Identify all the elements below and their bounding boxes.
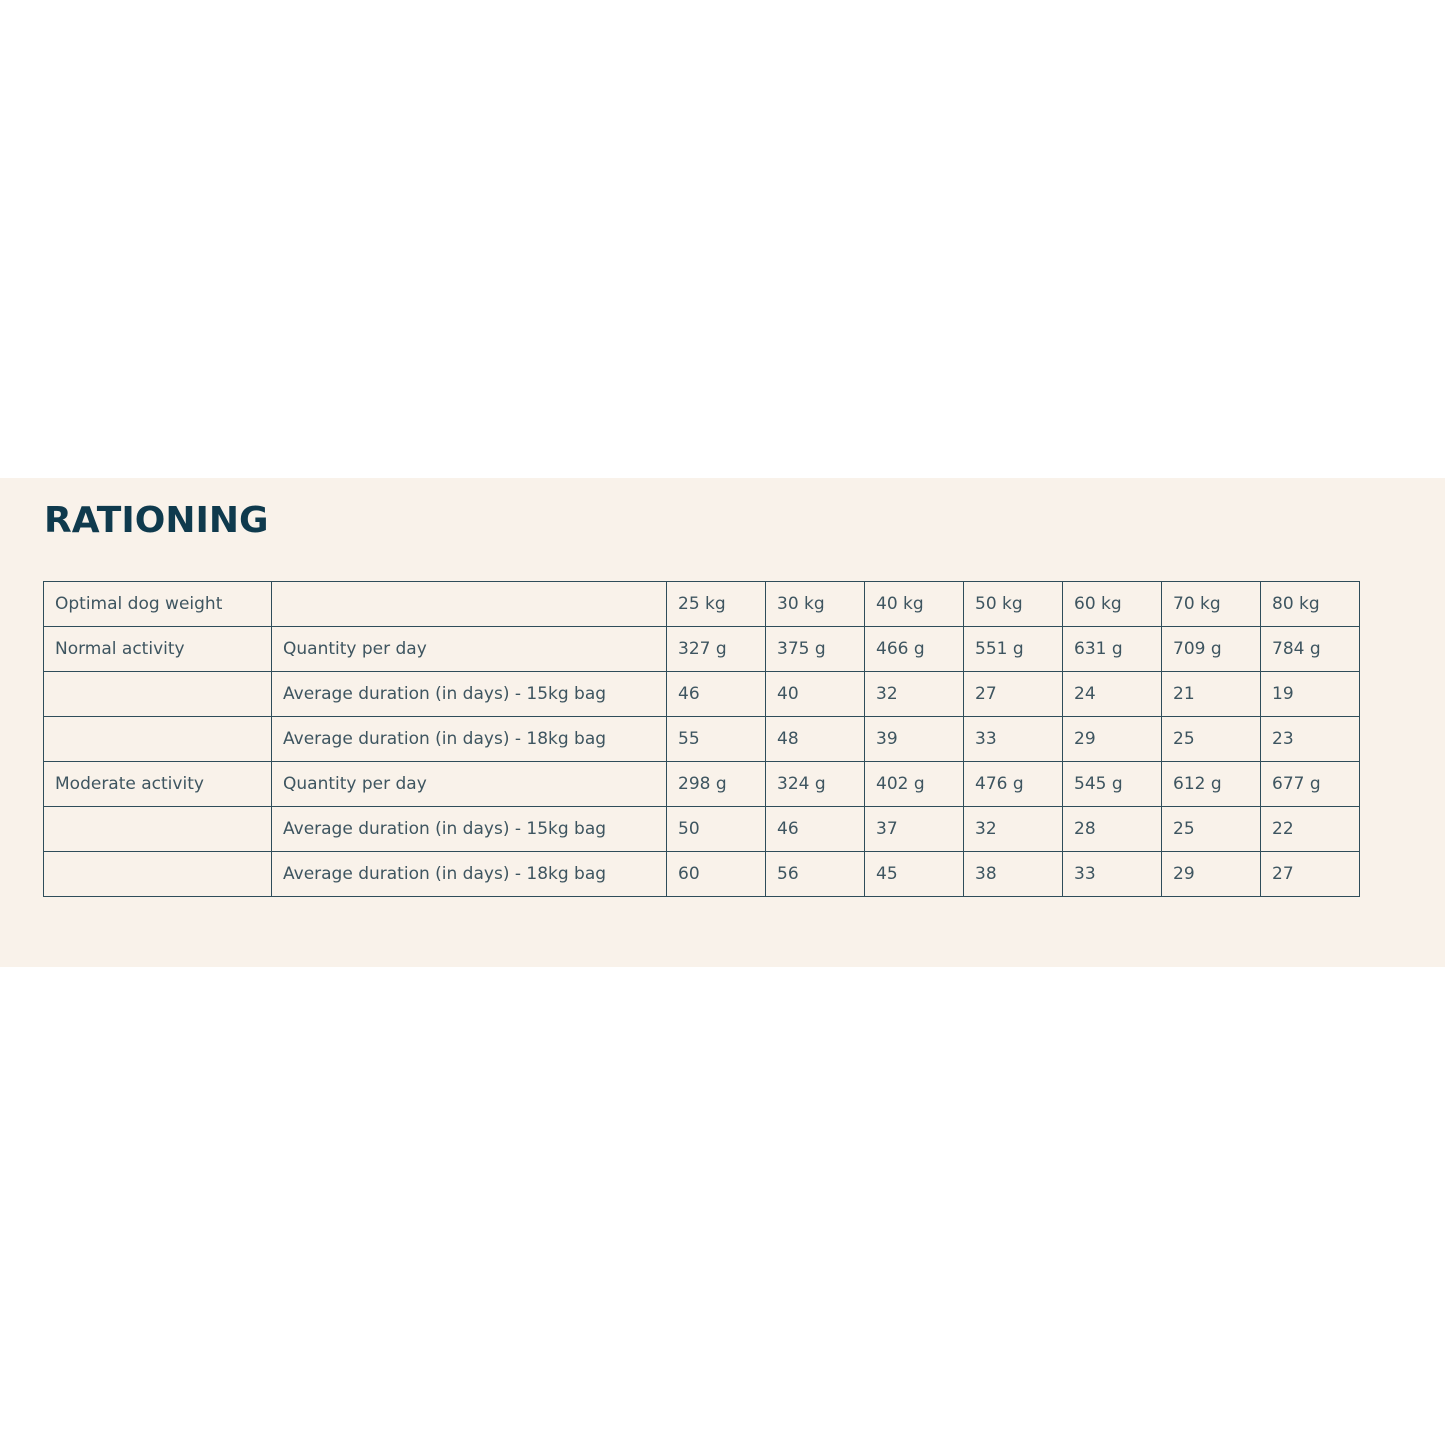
value-cell: 27 xyxy=(1261,852,1360,897)
value-cell: 45 xyxy=(865,852,964,897)
value-cell: 37 xyxy=(865,807,964,852)
value-cell: 33 xyxy=(964,717,1063,762)
group-cell xyxy=(44,717,272,762)
group-cell xyxy=(44,672,272,717)
value-cell: 25 xyxy=(1162,807,1261,852)
weight-cell: 50 kg xyxy=(964,582,1063,627)
value-cell: 40 xyxy=(766,672,865,717)
value-cell: 551 g xyxy=(964,627,1063,672)
group-cell: Normal activity xyxy=(44,627,272,672)
label-cell: Quantity per day xyxy=(272,762,667,807)
label-cell: Average duration (in days) - 18kg bag xyxy=(272,717,667,762)
label-cell: Average duration (in days) - 15kg bag xyxy=(272,807,667,852)
value-cell: 466 g xyxy=(865,627,964,672)
value-cell: 27 xyxy=(964,672,1063,717)
table-header-row xyxy=(44,582,1360,627)
value-cell: 709 g xyxy=(1162,627,1261,672)
group-cell xyxy=(44,807,272,852)
value-cell: 612 g xyxy=(1162,762,1261,807)
value-cell: 784 g xyxy=(1261,627,1360,672)
label-cell: Average duration (in days) - 15kg bag xyxy=(272,672,667,717)
value-cell: 476 g xyxy=(964,762,1063,807)
value-cell: 24 xyxy=(1063,672,1162,717)
value-cell: 402 g xyxy=(865,762,964,807)
value-cell: 33 xyxy=(1063,852,1162,897)
value-cell: 39 xyxy=(865,717,964,762)
value-cell: 56 xyxy=(766,852,865,897)
value-cell: 22 xyxy=(1261,807,1360,852)
header-label-cell: Optimal dog weight xyxy=(44,582,272,627)
weight-cell: 40 kg xyxy=(865,582,964,627)
value-cell: 32 xyxy=(865,672,964,717)
label-cell: Average duration (in days) - 18kg bag xyxy=(272,852,667,897)
weight-cell: 60 kg xyxy=(1063,582,1162,627)
rationing-table xyxy=(43,581,1360,897)
value-cell: 46 xyxy=(667,672,766,717)
weight-cell: 70 kg xyxy=(1162,582,1261,627)
value-cell: 375 g xyxy=(766,627,865,672)
weight-cell: 80 kg xyxy=(1261,582,1360,627)
value-cell: 46 xyxy=(766,807,865,852)
value-cell: 677 g xyxy=(1261,762,1360,807)
label-cell: Quantity per day xyxy=(272,627,667,672)
table-row xyxy=(44,762,1360,807)
value-cell: 60 xyxy=(667,852,766,897)
value-cell: 50 xyxy=(667,807,766,852)
value-cell: 545 g xyxy=(1063,762,1162,807)
value-cell: 21 xyxy=(1162,672,1261,717)
value-cell: 324 g xyxy=(766,762,865,807)
value-cell: 631 g xyxy=(1063,627,1162,672)
value-cell: 23 xyxy=(1261,717,1360,762)
value-cell: 48 xyxy=(766,717,865,762)
value-cell: 29 xyxy=(1162,852,1261,897)
group-cell xyxy=(44,852,272,897)
table-row xyxy=(44,672,1360,717)
value-cell: 19 xyxy=(1261,672,1360,717)
value-cell: 32 xyxy=(964,807,1063,852)
weight-cell: 25 kg xyxy=(667,582,766,627)
value-cell: 38 xyxy=(964,852,1063,897)
table-row xyxy=(44,852,1360,897)
table-row xyxy=(44,717,1360,762)
value-cell: 55 xyxy=(667,717,766,762)
value-cell: 327 g xyxy=(667,627,766,672)
value-cell: 298 g xyxy=(667,762,766,807)
group-cell: Moderate activity xyxy=(44,762,272,807)
table-row xyxy=(44,807,1360,852)
weight-cell: 30 kg xyxy=(766,582,865,627)
table-row xyxy=(44,627,1360,672)
value-cell: 29 xyxy=(1063,717,1162,762)
section-title: RATIONING xyxy=(44,500,269,541)
value-cell: 28 xyxy=(1063,807,1162,852)
header-sublabel-cell xyxy=(272,582,667,627)
value-cell: 25 xyxy=(1162,717,1261,762)
